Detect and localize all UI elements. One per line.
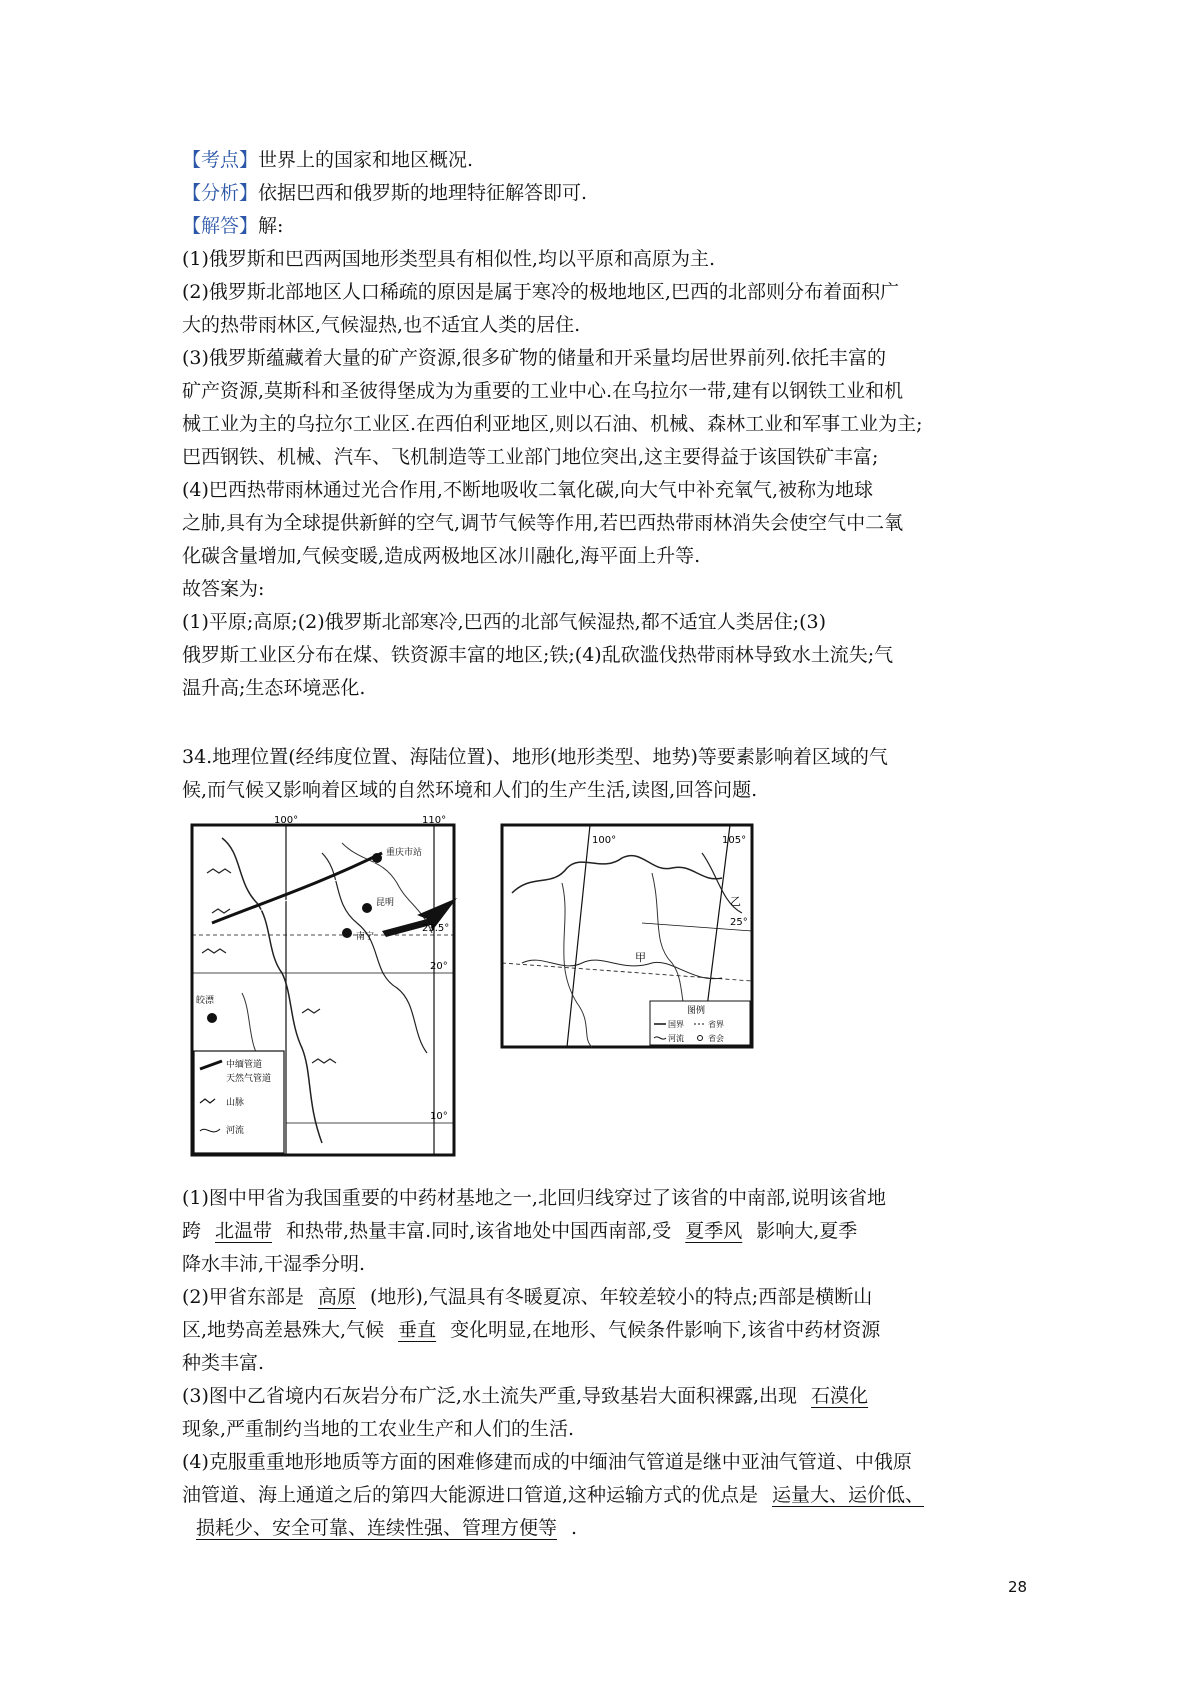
text-span: 油管道、海上通道之后的第四大能源进口管道,这种运输方式的优点是 [182,1484,759,1506]
legend-title: 图例 [687,1006,706,1016]
answer-blank: 运量大、运价低、 [772,1484,925,1506]
sub3-line [182,1380,1032,1413]
solution-line: (4)巴西热带雨林通过光合作用,不断地吸收二氧化碳,向大气中补充氧气,被称为地球 [182,479,874,501]
legend-item: 省界 [708,1020,724,1029]
answer-line: 俄罗斯工业区分布在煤、铁资源丰富的地区;铁;(4)乱砍滥伐热带雨林导致水土流失;气 [182,644,894,666]
text-span: 影响大,夏季 [756,1220,858,1242]
page-number: 28 [1008,1578,1028,1596]
text-span: 区,地势高差悬殊大,气候 [182,1319,385,1341]
q34-map-figure [182,813,1032,1168]
solution-line: 矿产资源,莫斯科和圣彼得堡成为为重要的工业中心.在乌拉尔一带,建有以钢铁工业和机 [182,380,904,402]
solution-line: 化碳含量增加,气候变暖,造成两极地区冰川融化,海平面上升等. [182,545,701,567]
jieda-tag: 【解答】 [182,215,259,237]
sub2-line: 种类丰富. [182,1352,265,1374]
jieda-line [182,210,1032,243]
answer-blank: 北温带 [215,1220,273,1242]
place-label: 昆明 [376,898,395,908]
text-span: . [571,1517,578,1539]
fenxi-line [182,177,1032,210]
answer-blank: 损耗少、安全可靠、连续性强、管理方便等 [196,1517,558,1539]
lat-label: 25° [730,917,748,928]
solution-line: (1)俄罗斯和巴西两国地形类型具有相似性,均以平原和高原为主. [182,248,715,270]
place-label: 皎漂 [196,996,215,1006]
region-label-jia: 甲 [635,951,646,964]
answer-intro: 故答案为: [182,578,265,600]
jieda-text: 解: [258,215,284,237]
legend-item: 河流 [668,1034,684,1043]
page-content [182,144,1032,1545]
text-span: 和热带,热量丰富.同时,该省地处中国西南部,受 [286,1220,672,1242]
city-dot [342,928,352,938]
answer-line: 温升高;生态环境恶化. [182,677,366,699]
city-dot [362,903,372,913]
solution-line: 巴西钢铁、机械、汽车、飞机制造等工业部门地位突出,这主要得益于该国铁矿丰富; [182,446,879,468]
kaodian-line [182,144,1032,177]
lat-label: 10° [430,1111,448,1122]
fenxi-text: 依据巴西和俄罗斯的地理特征解答即可. [258,182,588,204]
answer-blank: 垂直 [398,1319,437,1341]
lat-label: 20° [430,961,448,972]
q34-subquestions [182,1182,1032,1545]
solution-line: 械工业为主的乌拉尔工业区.在西伯利亚地区,则以石油、机械、森林工业和军事工业为主; [182,413,923,435]
lat-label: 23.5° [422,923,450,934]
sub4-line [182,1479,1032,1512]
legend-item: 国界 [668,1020,684,1029]
section-gap [182,705,1032,741]
legend-item: 省会 [708,1034,724,1043]
sub3-line: 现象,严重制约当地的工农业生产和人们的生活. [182,1418,575,1440]
sub2-line [182,1314,1032,1347]
text-span: (2)甲省东部是 [182,1286,304,1308]
legend-item: 天然气管道 [226,1074,272,1084]
answer-blank: 石漠化 [811,1385,869,1407]
place-label: 重庆市站 [386,848,423,858]
kaodian-tag: 【考点】 [182,149,259,171]
sub1-line: 降水丰沛,干湿季分明. [182,1253,366,1275]
lon-label: 110° [422,815,447,826]
answer-blank: 夏季风 [685,1220,743,1242]
legend-item: 中缅管道 [226,1060,263,1070]
region-label-yi: 乙 [730,895,741,908]
solution-line: (3)俄罗斯蕴藏着大量的矿产资源,很多矿物的储量和开采量均居世界前列.依托丰富的 [182,347,886,369]
text-span: 跨 [182,1220,202,1242]
sub2-line [182,1281,1032,1314]
kaodian-text: 世界上的国家和地区概况. [258,149,474,171]
legend-item: 山脉 [226,1098,245,1108]
answer-blank: 高原 [317,1286,356,1308]
legend-item: 河流 [226,1126,245,1136]
sub4-line [182,1512,1032,1545]
solution-line: 之肺,具有为全球提供新鲜的空气,调节气候等作用,若巴西热带雨林消失会使空气中二氧 [182,512,904,534]
city-dot [372,853,382,863]
sub1-line [182,1215,1032,1248]
lon-label: 100° [592,835,617,846]
city-dot [207,1013,217,1023]
text-span: 变化明显,在地形、气候条件影响下,该省中药材资源 [450,1319,881,1341]
text-span: (3)图中乙省境内石灰岩分布广泛,水土流失严重,导致基岩大面积裸露,出现 [182,1385,798,1407]
left-map [192,815,457,1155]
sub4-line: (4)克服重重地形地质等方面的困难修建而成的中缅油气管道是继中亚油气管道、中俄原 [182,1451,912,1473]
text-span: (地形),气温具有冬暖夏凉、年较差较小的特点;西部是横断山 [369,1286,873,1308]
right-map [502,825,752,1047]
lon-label: 100° [274,815,299,826]
place-label: 南宁 [356,932,375,942]
solution-line: (2)俄罗斯北部地区人口稀疏的原因是属于寒冷的极地地区,巴西的北部则分布着面积广 [182,281,899,303]
map-figure-svg [182,813,1032,1168]
answer-line: (1)平原;高原;(2)俄罗斯北部寒冷,巴西的北部气候湿热,都不适宜人类居住;(3) [182,611,827,633]
solution-line: 大的热带雨林区,气候湿热,也不适宜人类的居住. [182,314,581,336]
lon-label: 105° [722,835,747,846]
fenxi-tag: 【分析】 [182,182,259,204]
q34-stem-line: 候,而气候又影响着区域的自然环境和人们的生产生活,读图,回答问题. [182,779,758,801]
q34-stem-line: 34.地理位置(经纬度位置、海陆位置)、地形(地形类型、地势)等要素影响着区域的气 [182,746,888,768]
sub1-line: (1)图中甲省为我国重要的中药材基地之一,北回归线穿过了该省的中南部,说明该省地 [182,1187,886,1209]
